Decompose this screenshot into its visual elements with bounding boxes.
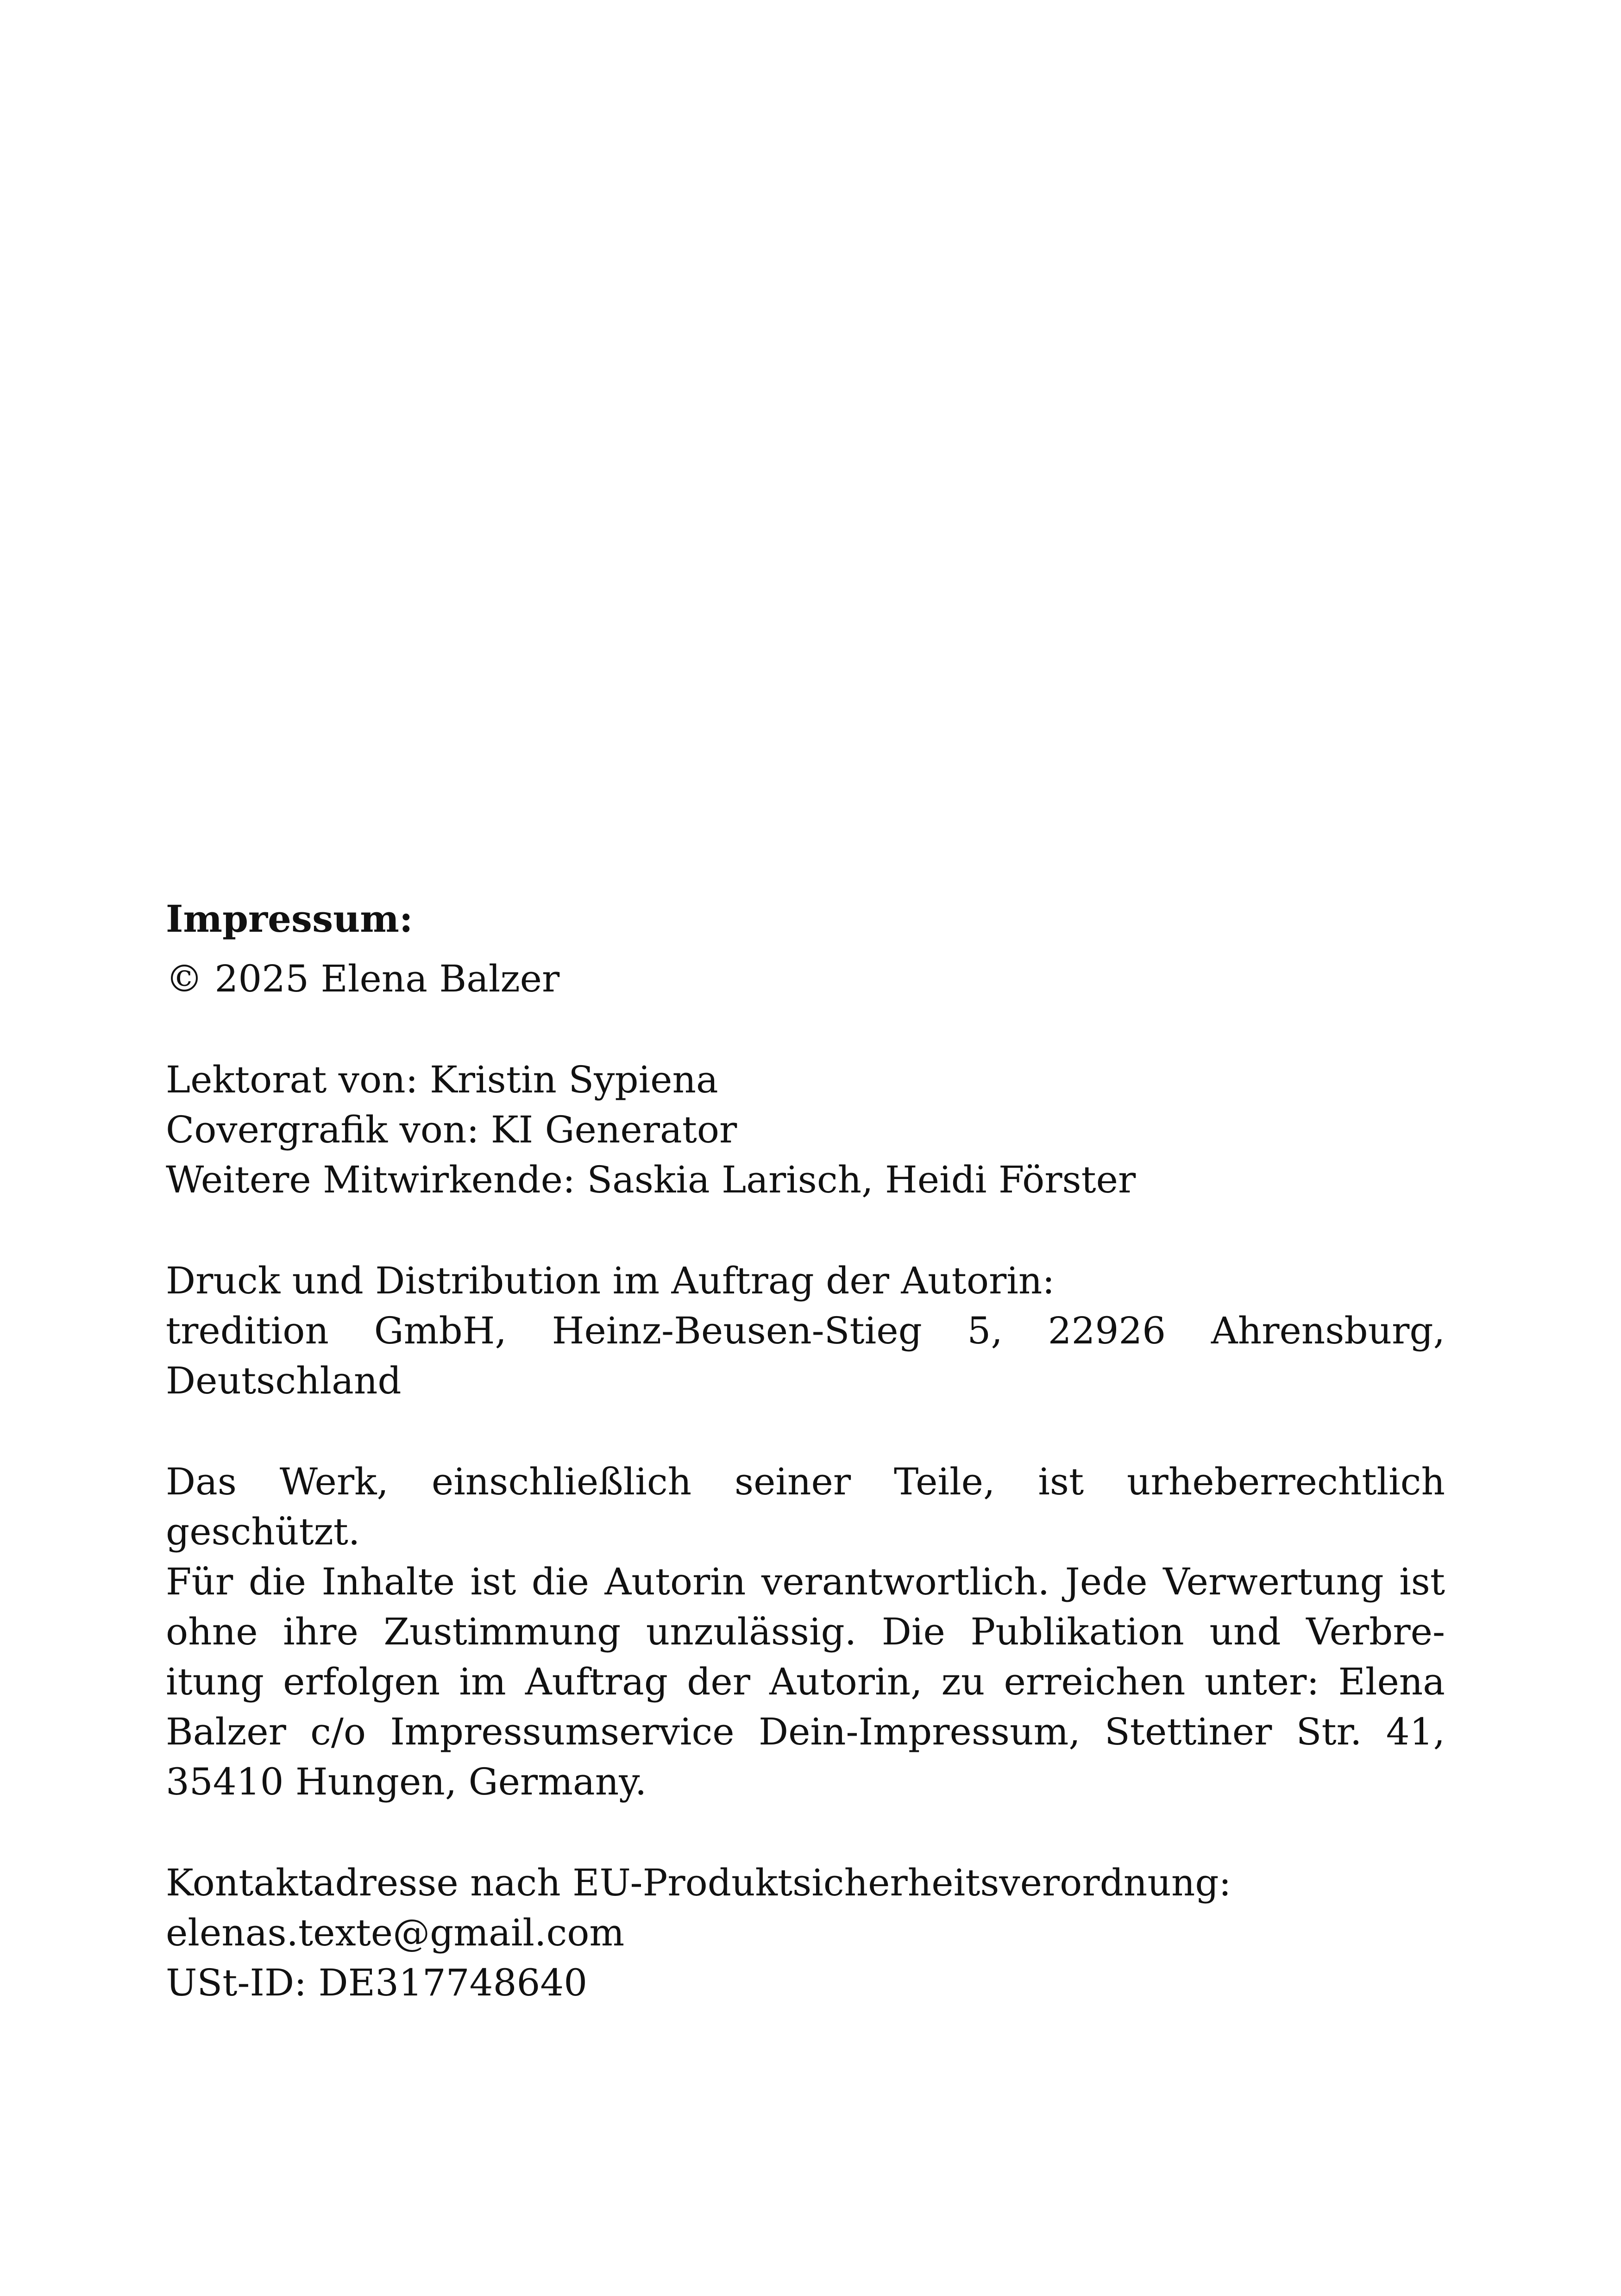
rights-line-2: Für die Inhalte ist die Autorin verantwortlich. Jede Verwertung ist bbox=[166, 1560, 1445, 1603]
rights-line-4: itung erfolgen im Auftrag der Autorin, zu erreichen unter: Elena bbox=[166, 1660, 1445, 1703]
printing-block bbox=[166, 1256, 1445, 1406]
rights-line-5: Balzer c/o Impressumservice Dein-Impressum, Stettiner Str. 41, bbox=[166, 1710, 1445, 1753]
printing-line-2: tredition GmbH, Heinz-Beusen-Stieg 5, 22926 Ahrensburg, bbox=[166, 1309, 1445, 1352]
credit-line-cover: Covergrafik von: KI Generator bbox=[166, 1108, 737, 1151]
rights-line-6: 35410 Hungen, Germany. bbox=[166, 1760, 647, 1803]
imprint-section bbox=[166, 894, 1445, 2059]
imprint-heading: Impressum: bbox=[166, 897, 413, 941]
printing-line-1: Druck und Distribution im Auftrag der Autorin: bbox=[166, 1259, 1055, 1302]
rights-line-3: ohne ihre Zustimmung unzulässig. Die Publikation und Verbre- bbox=[166, 1610, 1445, 1653]
contact-block bbox=[166, 1858, 1445, 2008]
rights-line-1: Das Werk, einschließlich seiner Teile, ist urheberrechtlich geschützt. bbox=[166, 1460, 1445, 1553]
credits-block bbox=[166, 1055, 1445, 1205]
credit-line-contributors: Weitere Mitwirkende: Saskia Larisch, Heidi Förster bbox=[166, 1158, 1136, 1201]
printing-line-3: Deutschland bbox=[166, 1359, 402, 1402]
rights-block bbox=[166, 1457, 1445, 1807]
vat-id: USt-ID: DE317748640 bbox=[166, 1961, 588, 2004]
contact-email: elenas.texte@gmail.com bbox=[166, 1911, 625, 1954]
credit-line-editor: Lektorat von: Kristin Sypiena bbox=[166, 1058, 718, 1101]
copyright-line: © 2025 Elena Balzer bbox=[166, 957, 560, 1000]
contact-line-title: Kontaktadresse nach EU-Produktsicherheitsverordnung: bbox=[166, 1861, 1231, 1904]
copyright-block bbox=[166, 954, 1445, 1004]
